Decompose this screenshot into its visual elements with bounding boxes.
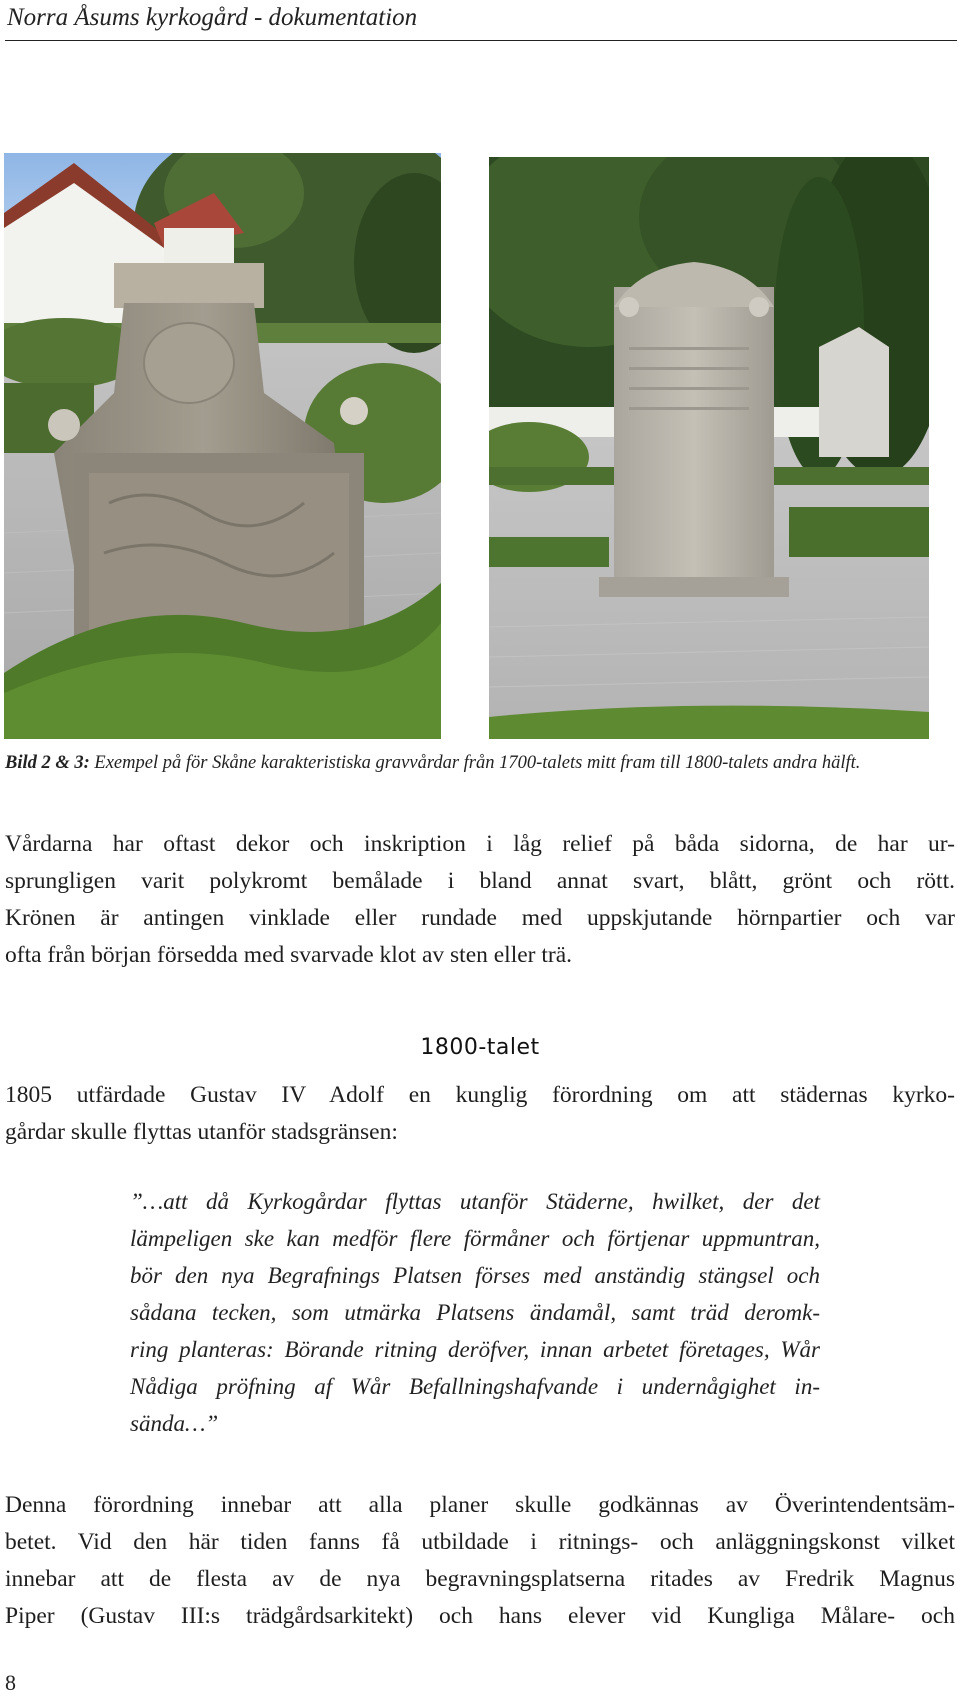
quote-line: bör den nya Begrafnings Platsen förses med anständig stängsel och [130,1263,820,1288]
gravestone-photo-right [489,157,929,739]
photo-caption [5,753,955,774]
quote-line: sådana tecken, som utmärka Platsens ändamål, samt träd deromk- [130,1300,820,1325]
paragraph-line: Denna förordning innebar att alla planer skulle godkännas av Överintendentsäm- [5,1492,955,1518]
paragraph-line: Piper (Gustav III:s trädgårdsarkitekt) och hans elever vid Kungliga Målare- och [5,1603,955,1629]
paragraph-line: betet. Vid den här tiden fanns få utbildade i ritnings- och anläggningskonst vilket [5,1529,955,1555]
paragraph-line: 1805 utfärdade Gustav IV Adolf en kunglig förordning om att städernas kyrko- [5,1082,955,1108]
paragraph-line: Krönen är antingen vinklade eller rundade med uppskjutande hörnpartier och var [5,905,955,931]
ordinance-quote [130,1183,820,1442]
document-title: Norra Åsums kyrkogård - dokumentation [7,4,418,31]
quote-line: ”…att då Kyrkogårdar flyttas utanför Städerne, hwilket, der det [130,1189,820,1214]
gravestone-photo-left [4,153,441,739]
page-header [5,0,957,41]
paragraph-line: Vårdarna har oftast dekor och inskription i låg relief på båda sidorna, de har ur- [5,831,955,857]
paragraph-line: gårdar skulle flyttas utanför stadsgränsen: [5,1119,398,1145]
paragraph-gravestone-description [5,826,955,974]
quote-line: sända…” [130,1411,219,1436]
paragraph-line: ofta från början försedda med svarvade klot av sten eller trä. [5,942,573,968]
caption-text: Exempel på för Skåne karakteristiska gravvårdar från 1700-talets mitt fram till 1800-talets andra hälft. [89,753,861,773]
quote-line: lämpeligen ske kan medför flere förmåner och förtjenar uppmuntran, [130,1226,820,1251]
paragraph-line: innebar att de flesta av de nya begravningsplatserna ritades av Fredrik Magnus [5,1566,955,1592]
paragraph-ordinance-intro [5,1077,955,1151]
caption-label: Bild 2 & 3: [5,753,90,773]
page-number: 8 [5,1670,16,1695]
quote-line: ring planteras: Börande ritning deröfver, innan arbetet företages, Wår [130,1337,820,1362]
paragraph-ordinance-effects [5,1487,955,1635]
paragraph-line: sprungligen varit polykromt bemålade i bland annat svart, blått, grönt och rött. [5,868,955,894]
quote-line: Nådiga pröfning af Wår Befallningshafvande i undernågighet in- [130,1374,820,1399]
section-heading: 1800-talet [420,1035,540,1060]
